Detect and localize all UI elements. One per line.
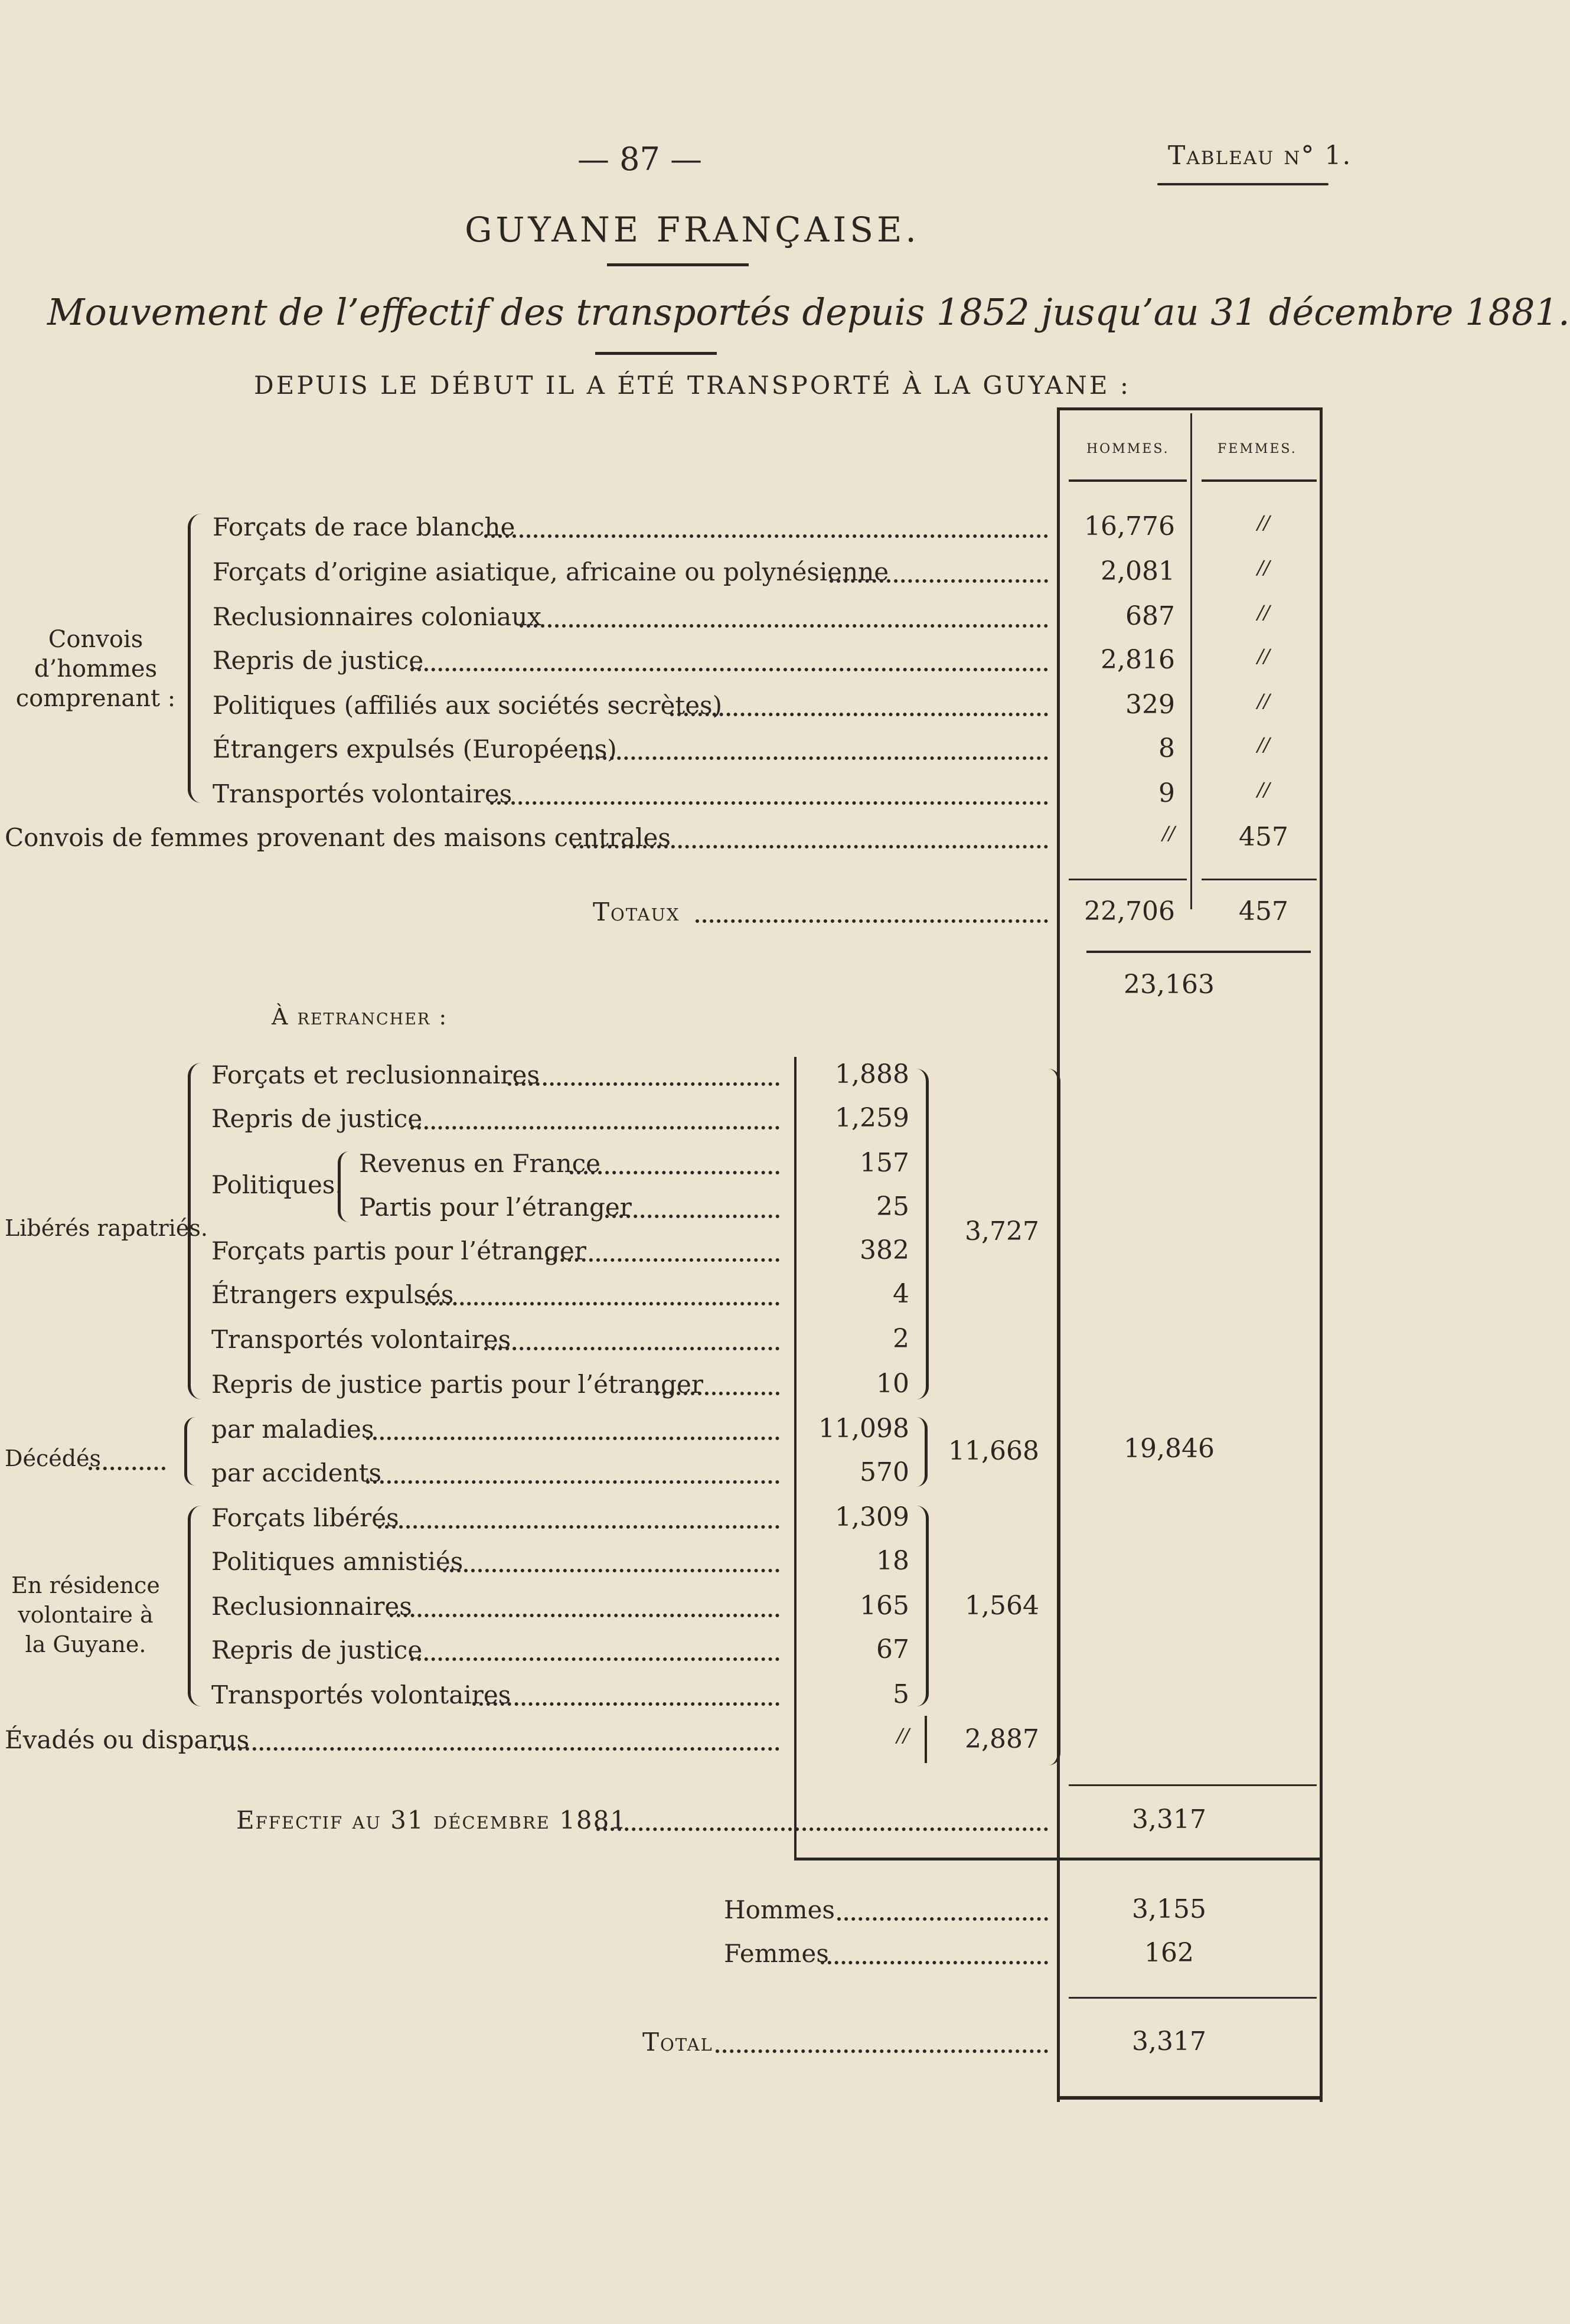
femmes-header-rule: [1202, 479, 1317, 482]
liberes-label: Libérés rapatriés.: [5, 1215, 208, 1241]
totaux-bracket-rule: [1086, 951, 1311, 953]
convois-row-femmes: //: [1257, 601, 1270, 624]
liberes-brace: [188, 1063, 201, 1399]
leader-dots: [655, 1392, 779, 1395]
hommes-label: Hommes: [724, 1895, 835, 1924]
residence-subtotal: 1,564: [965, 1591, 1039, 1621]
convois-row-femmes: //: [1257, 733, 1270, 756]
convois-brace: [188, 514, 201, 803]
leader-dots: [390, 1614, 779, 1617]
leader-dots: [821, 1961, 1048, 1964]
page-title: GUYANE FRANÇAISE.: [465, 210, 920, 250]
residence-row-value: 1,309: [835, 1502, 909, 1532]
convois-row-femmes: //: [1257, 556, 1270, 579]
effectif-bottom-rule: [794, 1858, 1323, 1860]
femmes-label: Femmes: [724, 1939, 829, 1968]
leader-dots: [573, 845, 1048, 848]
liberes-row-label: Repris de justice partis pour l’étranger: [211, 1370, 703, 1399]
leader-dots: [596, 1827, 1048, 1831]
leader-dots: [425, 1302, 779, 1305]
effectif-label: Effectif au 31 décembre 1881: [236, 1806, 628, 1835]
residence-row-value: 5: [893, 1679, 909, 1709]
femmes-value: 162: [1144, 1938, 1194, 1968]
convois-row-hommes: 16,776: [1084, 511, 1175, 541]
residence-row-label: Forçats libérés: [211, 1503, 399, 1532]
leader-dots: [605, 1215, 779, 1218]
convois-femmes-femmes: 457: [1239, 822, 1288, 852]
effectif-rule: [1069, 1784, 1317, 1786]
residence-row-label: Reclusionnaires: [211, 1592, 412, 1621]
convois-row-hommes: 8: [1158, 733, 1175, 763]
convois-femmes-label: Convois de femmes provenant des maisons centrales: [5, 823, 671, 852]
leader-dots: [570, 1171, 779, 1174]
decedes-row-label: par accidents: [211, 1458, 382, 1487]
liberes-row-label: Forçats et reclusionnaires: [211, 1060, 540, 1089]
retrancher-heading: À retrancher :: [272, 1004, 448, 1030]
liberes-subtotal-brace: [916, 1069, 929, 1399]
detail-column-left-border: [794, 1057, 797, 1860]
section-heading: DEPUIS LE DÉBUT IL A ÉTÉ TRANSPORTÉ À LA GUYANE :: [253, 371, 1131, 400]
table-right-border: [1320, 407, 1323, 2102]
leader-dots: [410, 1657, 779, 1661]
leader-dots: [472, 1702, 779, 1706]
convois-row-label: Forçats d’origine asiatique, africaine ou polynésienne: [213, 557, 889, 586]
column-header-femmes: FEMMES.: [1218, 442, 1297, 456]
decedes-row-label: par maladies: [211, 1415, 374, 1444]
liberes-row-value: 1,888: [835, 1059, 909, 1089]
convois-row-label: Forçats de race blanche: [213, 513, 515, 541]
total-value: 3,317: [1132, 2026, 1206, 2057]
totaux-femmes: 457: [1239, 896, 1288, 926]
page-number: — 87 —: [577, 141, 703, 178]
liberes-row-label: Transportés volontaires: [211, 1325, 511, 1354]
table-reference: Tableau n° 1.: [1168, 141, 1352, 171]
convois-row-hommes: 9: [1158, 778, 1175, 808]
totaux-rule-femmes: [1202, 879, 1317, 880]
convois-row-femmes: //: [1257, 690, 1270, 712]
residence-row-label: Repris de justice: [211, 1636, 423, 1664]
table-ref-underline: [1157, 183, 1329, 185]
liberes-row-label: Repris de justice: [211, 1104, 423, 1133]
leader-dots: [484, 534, 1048, 538]
decedes-row-value: 11,098: [818, 1414, 909, 1444]
convois-row-label: Transportés volontaires: [213, 779, 513, 808]
residence-brace: [188, 1506, 201, 1706]
convois-femmes-hommes: //: [1162, 822, 1175, 844]
leader-dots: [830, 579, 1048, 583]
leader-dots: [670, 713, 1048, 716]
evades-label: Évadés ou disparus: [5, 1725, 250, 1754]
totaux-label: Totaux: [593, 897, 680, 926]
total-retrancher: 19,846: [1124, 1434, 1215, 1464]
effectif-value: 3,317: [1132, 1804, 1206, 1835]
total-label: Total: [642, 2028, 713, 2057]
liberes-row-value: 10: [876, 1369, 909, 1399]
convois-row-hommes: 2,816: [1101, 645, 1175, 675]
leader-dots: [366, 1480, 779, 1484]
convois-group-label: Convois d’hommes comprenant :: [15, 626, 176, 712]
residence-row-label: Transportés volontaires: [211, 1680, 511, 1709]
title-rule: [607, 263, 749, 266]
leader-dots: [217, 1747, 779, 1751]
total-retrancher-brace: [1048, 1069, 1060, 1765]
liberes-row-value: 382: [860, 1235, 909, 1265]
convois-row-label: Reclusionnaires coloniaux: [213, 602, 541, 631]
subtitle-rule: [595, 352, 717, 355]
decedes-row-value: 570: [860, 1457, 909, 1487]
convois-row-femmes: //: [1257, 778, 1270, 801]
politiques-label: Politiques.: [211, 1170, 343, 1199]
leader-dots: [716, 2049, 1048, 2053]
leader-dots: [366, 1437, 779, 1440]
liberes-row-label: Étrangers expulsés: [211, 1280, 454, 1309]
evades-subtotal: 2,887: [965, 1724, 1039, 1754]
decedes-subtotal: 11,668: [948, 1436, 1039, 1466]
convois-row-hommes: 329: [1125, 690, 1175, 720]
residence-row-value: 18: [876, 1546, 909, 1576]
politiques-row-value: 157: [860, 1148, 909, 1178]
decedes-brace: [184, 1417, 195, 1486]
evades-subtotal-bar: [925, 1716, 927, 1763]
column-header-hommes: HOMMES.: [1086, 442, 1170, 456]
leader-dots: [89, 1467, 165, 1470]
liberes-row-value: 1,259: [835, 1103, 909, 1133]
leader-dots: [378, 1525, 779, 1529]
convois-row-label: Politiques (affiliés aux sociétés secrètes): [213, 691, 722, 720]
leader-dots: [696, 919, 1048, 923]
convois-row-hommes: 687: [1125, 601, 1175, 631]
leader-dots: [508, 1082, 779, 1086]
page-subtitle: Mouvement de l’effectif des transportés depuis 1852 jusqu’au 31 décembre 1881.: [47, 290, 1570, 334]
politiques-row-label: Partis pour l’étranger: [359, 1193, 632, 1222]
leader-dots: [520, 624, 1048, 628]
leader-dots: [410, 1126, 779, 1130]
convois-row-femmes: //: [1257, 511, 1270, 534]
liberes-row-label: Forçats partis pour l’étranger: [211, 1236, 586, 1265]
decedes-label: Décédés: [5, 1445, 102, 1471]
hommes-header-rule: [1069, 479, 1187, 482]
residence-label: En résidence volontaire à la Guyane.: [11, 1572, 160, 1657]
residence-row-value: 165: [860, 1591, 909, 1621]
table-bottom-rule: [1057, 2096, 1323, 2100]
totaux-hommes: 22,706: [1084, 896, 1175, 926]
convois-row-femmes: //: [1257, 645, 1270, 667]
leader-dots: [546, 1258, 779, 1262]
residence-row-value: 67: [876, 1634, 909, 1664]
column-divider: [1190, 413, 1192, 909]
residence-row-label: Politiques amnistiés: [211, 1547, 464, 1576]
convois-row-label: Étrangers expulsés (Européens): [213, 735, 617, 763]
politiques-row-label: Revenus en France: [359, 1149, 601, 1178]
leader-dots: [582, 756, 1048, 760]
leader-dots: [410, 668, 1048, 671]
politiques-row-value: 25: [876, 1192, 909, 1222]
liberes-row-value: 4: [893, 1279, 909, 1309]
convois-row-hommes: 2,081: [1101, 556, 1175, 586]
total-rule: [1069, 1997, 1317, 1999]
residence-subtotal-brace: [916, 1506, 929, 1706]
hommes-value: 3,155: [1132, 1894, 1206, 1924]
table-top-rule: [1057, 407, 1323, 410]
leader-dots: [484, 1347, 779, 1350]
totaux-rule-hommes: [1069, 879, 1187, 880]
decedes-subtotal-brace: [916, 1417, 928, 1487]
grand-total: 23,163: [1124, 970, 1215, 1000]
liberes-row-value: 2: [893, 1324, 909, 1354]
convois-row-label: Repris de justice: [213, 646, 424, 675]
leader-dots: [443, 1569, 779, 1572]
evades-value: //: [896, 1724, 909, 1747]
leader-dots: [490, 801, 1048, 805]
politiques-brace: [338, 1151, 349, 1222]
leader-dots: [837, 1917, 1048, 1921]
liberes-subtotal: 3,727: [965, 1216, 1039, 1246]
